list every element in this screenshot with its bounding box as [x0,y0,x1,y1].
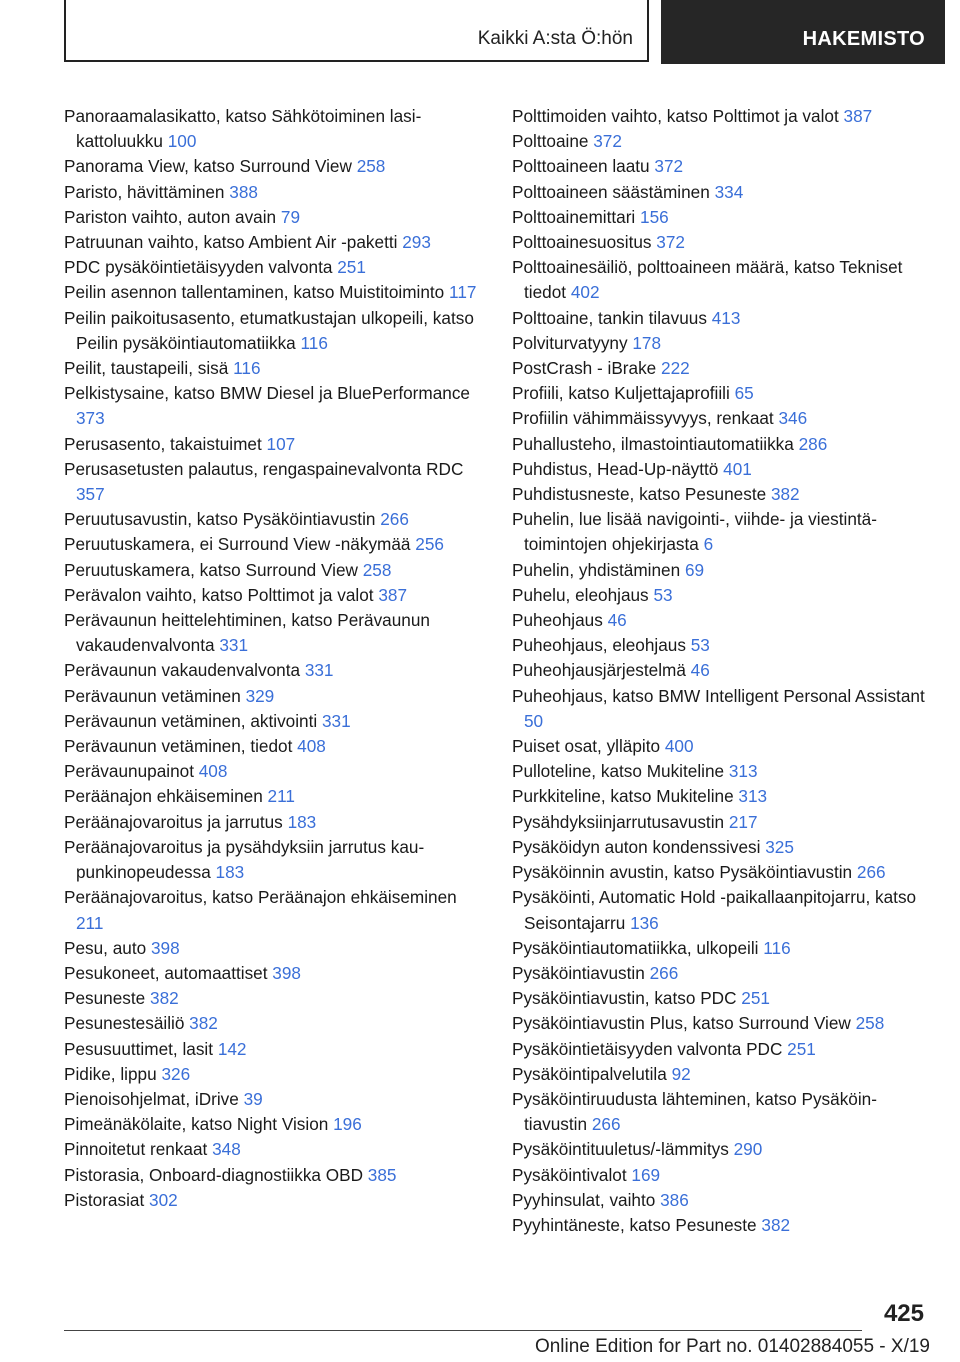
index-entry [512,306,932,331]
index-entry [512,457,932,482]
index-entry-text: Pysäköintivalot [512,1164,627,1185]
index-page-link[interactable]: 372 [593,131,622,152]
index-entry-text: Peruutusavustin, katso Pysäköintiavustin [64,509,376,530]
tab-index-label: HAKEMISTO [802,28,925,50]
index-entry [64,759,484,784]
index-entry-text: Pistorasia, Onboard-diagnostiikka OBD [64,1164,364,1185]
index-entry-text: Peräänajovaroitus ja pysähdyksiin jarrutus kaupunkinopeudessa [64,836,425,883]
index-entry-text: Polttoainesuositus [512,232,652,253]
index-entry [64,608,484,658]
index-entry [64,734,484,759]
index-entry-text: Pesuneste [64,988,146,1009]
index-page-link[interactable]: 331 [219,635,249,656]
index-entry-text: Puheohjaus [512,610,603,631]
index-page-link[interactable]: 50 [524,710,544,731]
index-page-link[interactable]: 387 [843,106,873,126]
index-entry [64,810,484,835]
index-entry-text: Pesukoneet, automaattiset [64,962,268,983]
index-page-link[interactable]: 402 [570,282,600,303]
index-entry-text: Puhallusteho, ilmastointiautomatiikka [512,433,794,454]
index-entry [64,936,484,961]
index-page-link[interactable]: 325 [765,836,794,857]
index-page-link[interactable]: 136 [630,912,659,933]
index-entry [512,507,932,557]
index-entry [64,709,484,734]
index-entry-text: Pariston vaihto, auton avain [64,206,277,227]
index-page-link[interactable]: 116 [233,358,261,379]
index-entry-text: Purkkiteline, katso Mukiteline [512,786,734,807]
index-page-link[interactable]: 251 [787,1038,816,1059]
index-page-link[interactable]: 258 [356,156,386,177]
index-entry-text: Perävaunupainot [64,761,194,782]
index-entry-text: Pysäköintiautomatiikka, ulkopeili [512,937,759,958]
index-entry [512,658,932,683]
index-page-link[interactable]: 211 [76,912,104,933]
index-entry [64,381,484,431]
index-entry-text: Perävaunun vetäminen, tiedot [64,736,293,757]
index-page-link[interactable]: 372 [654,156,684,177]
index-page-link[interactable]: 331 [304,660,334,681]
index-entry [512,482,932,507]
index-entry [512,759,932,784]
index-page-link[interactable]: 388 [229,181,258,202]
index-entry [64,1087,484,1112]
index-entry [512,1037,932,1062]
index-entry [64,835,484,885]
index-entry [512,1087,932,1137]
index-page-link[interactable]: 46 [607,610,627,631]
index-entry-text: Polviturvatyyny [512,332,628,353]
index-entry-text: Perävaunun vetäminen [64,685,241,706]
index-entry [64,280,484,305]
index-entry [512,961,932,986]
index-entry-text: Perävalon vaihto, katso Polttimot ja valot [64,584,374,605]
index-page-link[interactable]: 313 [738,786,768,807]
index-page-link[interactable]: 156 [640,206,669,227]
index-entry-text: Pysäköinnin avustin, katso Pysäköintiavustin [512,862,853,883]
index-entry [64,356,484,381]
index-entry [64,457,484,507]
index-entry-text: Pistorasiat [64,1189,145,1210]
index-entry [64,255,484,280]
index-entry [512,734,932,759]
index-entry-text: Pyyhinsulat, vaihto [512,1189,656,1210]
index-entry-text: Panoraamalasikatto, katso Sähkötoiminen lasikattoluukku [64,106,422,152]
index-page-link[interactable]: 258 [855,1013,885,1034]
index-page-link[interactable]: 251 [741,988,770,1009]
index-page-link[interactable]: 107 [266,433,296,454]
index-entry [512,381,932,406]
index-entry-text: Perusasento, takaistuimet [64,433,262,454]
index-page-link[interactable]: 382 [761,1214,791,1235]
index-entry [512,885,932,935]
index-page-link[interactable]: 258 [362,559,392,580]
index-page-link[interactable]: 386 [660,1189,689,1210]
index-entry [64,306,484,356]
index-entry [512,860,932,885]
index-entry [64,432,484,457]
index-page-link[interactable]: 183 [215,862,245,883]
index-page-link[interactable]: 398 [272,962,301,983]
index-page-link[interactable]: 69 [684,559,705,580]
index-entry-text: Perusasetusten palautus, rengaspainevalvonta RDC [64,458,464,479]
index-entry-text: Peruutuskamera, katso Surround View [64,559,358,580]
index-page-link[interactable]: 329 [245,685,275,706]
index-entry [512,205,932,230]
index-entry-text: Pesunestesäiliö [64,1013,185,1034]
index-entry [64,784,484,809]
index-page-link[interactable]: 382 [770,484,800,505]
index-entry-text: Patruunan vaihto, katso Ambient Air -paketti [64,232,398,253]
index-entry [512,180,932,205]
index-page-link[interactable]: 100 [167,131,197,152]
index-entry-text: Polttoaineen laatu [512,156,650,177]
index-entry-text: Puheohjausjärjestelmä [512,660,686,681]
index-entry-text: Perävaunun vakaudenvalvonta [64,660,301,681]
index-entry-text: Peräänajovaroitus, katso Peräänajon ehkäiseminen [64,887,457,908]
index-page-link[interactable]: 346 [778,408,808,429]
index-entry-text: Pimeänäkölaite, katso Night Vision [64,1114,329,1135]
index-page-link[interactable]: 387 [378,584,408,605]
index-entry-text: Perävaunun heittelehtiminen, katso Perävaunun vakaudenvalvonta [64,610,430,656]
index-entry-text: Pysäköintituuletus/-lämmitys [512,1139,729,1160]
index-page-link[interactable]: 385 [367,1164,397,1185]
index-entry-text: Peräänajovaroitus ja jarrutus [64,811,283,832]
index-entry [64,180,484,205]
index-entry [64,230,484,255]
index-page-link[interactable]: 372 [656,232,685,253]
index-entry [512,255,932,305]
index-page-link[interactable]: 401 [723,458,752,479]
index-entry-text: Pysäköintiavustin Plus, katso Surround View [512,1013,851,1034]
index-entry [64,1112,484,1137]
page-number: 425 [883,1300,924,1327]
index-entry [512,633,932,658]
index-entry-text: Profiilin vähimmäissyvyys, renkaat [512,408,774,429]
index-page-link[interactable]: 142 [217,1038,247,1059]
index-entry [64,658,484,683]
index-entry [512,1011,932,1036]
index-entry [64,583,484,608]
index-page-link[interactable]: 92 [671,1063,691,1084]
index-entry [64,532,484,557]
index-page-link[interactable]: 256 [415,534,444,555]
footer-edition-text: Online Edition for Part no. 01402884055 - X/19 [534,1336,930,1357]
index-entry-text: Pidike, lippu [64,1063,157,1084]
index-entry-text: Polttoaine, tankin tilavuus [512,307,707,328]
index-page-link[interactable]: 290 [733,1139,763,1160]
index-entry [512,331,932,356]
header-tabs [64,0,945,64]
index-page-link[interactable]: 266 [380,509,409,530]
index-entry [64,154,484,179]
index-entry-text: Polttoainemittari [512,206,636,227]
index-entry [64,1062,484,1087]
index-entry [64,1037,484,1062]
index-entry-text: Puiset osat, ylläpito [512,736,661,757]
index-page-link[interactable]: 211 [267,786,295,807]
index-entry-text: PostCrash - iBrake [512,358,657,379]
index-page-link[interactable]: 302 [149,1189,178,1210]
index-entry [64,1011,484,1036]
index-entry [64,885,484,935]
index-page-link[interactable]: 382 [150,988,179,1009]
index-entry [64,1188,484,1213]
index-entry-text: Pysähdyksiinjarrutusavustin [512,811,725,832]
index-entry [64,1163,484,1188]
index-entry [512,230,932,255]
index-page-link[interactable]: 286 [798,433,828,454]
index-page-link[interactable]: 116 [763,937,791,958]
index-column-left [64,104,484,1213]
index-entry-text: Peilit, taustapeili, sisä [64,358,229,379]
index-page-link[interactable]: 398 [150,937,180,958]
index-entry [512,684,932,734]
index-entry-text: Puhdistusneste, katso Pesuneste [512,484,767,505]
index-page-link[interactable]: 266 [649,962,679,983]
index-entry-text: Puhelu, eleohjaus [512,584,649,605]
index-entry-text: Peruutuskamera, ei Surround View -näkymää [64,534,411,555]
index-entry-text: Pysäköintietäisyyden valvonta PDC [512,1038,783,1059]
index-entry [64,558,484,583]
index-entry [512,608,932,633]
index-entry-text: Pysäköidyn auton kondenssivesi [512,836,761,857]
index-entry-text: Pysäköinti, Automatic Hold -paikallaanpitojarru, katso Seisontajarru [512,887,917,933]
index-page-link[interactable]: 373 [76,408,105,429]
index-page-link[interactable]: 117 [449,282,477,303]
index-entry [512,432,932,457]
index-page-link[interactable]: 79 [280,206,301,227]
index-entry-text: Puheohjaus, katso BMW Intelligent Personal Assistant [512,685,925,706]
footer-divider [64,1330,862,1331]
index-entry-text: Polttoaineen säästäminen [512,181,710,202]
index-entry [64,104,484,154]
index-page-link[interactable]: 266 [591,1114,621,1135]
index-entry-text: Polttoaine [512,131,589,152]
index-page-link[interactable]: 326 [161,1063,191,1084]
index-entry [512,104,932,129]
index-entry [64,684,484,709]
index-column-right [512,104,932,1238]
index-entry-text: Paristo, hävittäminen [64,181,225,202]
index-entry-text: Puhelin, yhdistäminen [512,559,681,580]
index-entry-text: Pulloteline, katso Mukiteline [512,761,725,782]
index-page-link[interactable]: 313 [728,761,758,782]
index-page-link[interactable]: 413 [711,307,741,328]
index-page-link[interactable]: 293 [402,232,431,253]
index-page-link[interactable]: 53 [653,584,673,605]
index-entry-text: Peilin paikoitusasento, etumatkustajan ulkopeili, katso Peilin pysäköintiautomatiikka [64,307,474,353]
index-page-link[interactable]: 169 [631,1164,661,1185]
index-page-link[interactable]: 196 [333,1114,362,1135]
tab-all-label: Kaikki A:sta Ö:hön [477,28,633,49]
index-entry [512,986,932,1011]
index-page-link[interactable]: 348 [212,1139,241,1160]
index-entry-text: Pysäköintiruudusta lähteminen, katso Pysäköintiavustin [512,1088,877,1135]
index-entry [512,1163,932,1188]
index-page-link[interactable]: 251 [337,257,366,278]
index-entry-text: Pinnoitetut renkaat [64,1139,208,1160]
index-entry [512,784,932,809]
index-entry-text: Puheohjaus, eleohjaus [512,635,686,656]
index-entry [64,507,484,532]
tab-index[interactable] [661,0,945,64]
index-page-link[interactable]: 408 [198,761,228,782]
index-entry [512,835,932,860]
index-page-link[interactable]: 65 [734,383,754,404]
index-entry-text: Peilin asennon tallentaminen, katso Muistitoiminto [64,282,445,303]
index-page-link[interactable]: 222 [661,358,690,379]
index-page-link[interactable]: 116 [300,332,328,353]
index-entry [512,1062,932,1087]
index-entry [512,154,932,179]
index-entry-text: Pesu, auto [64,937,147,958]
index-page-link[interactable]: 334 [714,181,744,202]
index-entry [512,1137,932,1162]
index-entry-text: Profiili, katso Kuljettajaprofiili [512,383,730,404]
index-entry-text: Pysäköintipalvelutila [512,1063,667,1084]
index-page-link[interactable]: 53 [690,635,710,656]
index-entry-text: Perävaunun vetäminen, aktivointi [64,710,318,731]
index-entry-text: Pesusuuttimet, lasit [64,1038,214,1059]
index-page-link[interactable]: 178 [632,332,662,353]
index-entry-text: Pyyhintäneste, katso Pesuneste [512,1214,757,1235]
index-entry-text: Puhelin, lue lisää navigointi-, viihde- ja viestintätoimintojen ohjekirjasta [512,509,877,555]
index-entry [512,936,932,961]
index-entry [512,1188,932,1213]
index-page-link[interactable]: 382 [189,1013,218,1034]
index-entry [512,1213,932,1238]
index-entry [512,129,932,154]
index-entry [64,961,484,986]
index-entry [64,986,484,1011]
tab-all-a-to-o[interactable] [64,0,649,62]
index-page-link[interactable]: 6 [703,534,714,555]
index-entry-text: Pysäköintiavustin [512,962,645,983]
index-page-link[interactable]: 331 [321,710,351,731]
index-entry [64,1137,484,1162]
index-page-link[interactable]: 183 [287,811,317,832]
index-entry [512,558,932,583]
index-entry [512,583,932,608]
index-page-link[interactable]: 400 [664,736,694,757]
index-page-link[interactable]: 39 [243,1088,263,1109]
index-page-link[interactable]: 46 [690,660,710,681]
index-entry-text: Pienoisohjelmat, iDrive [64,1088,239,1109]
index-entry-text: Polttimoiden vaihto, katso Polttimot ja valot [512,106,839,126]
index-page-link[interactable]: 266 [856,862,886,883]
index-entry-text: Puhdistus, Head-Up-näyttö [512,458,719,479]
index-entry [512,810,932,835]
index-entry [512,356,932,381]
index-entry [512,406,932,431]
index-page-link[interactable]: 357 [76,484,105,505]
index-entry-text: Polttoainesäiliö, polttoaineen määrä, katso Tekniset tiedot [512,257,903,303]
index-page-link[interactable]: 408 [297,736,326,757]
index-entry-text: Panorama View, katso Surround View [64,156,352,177]
index-entry-text: PDC pysäköintietäisyyden valvonta [64,257,333,278]
index-entry-text: Pysäköintiavustin, katso PDC [512,988,737,1009]
index-page-link[interactable]: 217 [728,811,758,832]
index-entry [64,205,484,230]
index-entry-text: Pelkistysaine, katso BMW Diesel ja BluePerformance [64,383,470,404]
index-entry-text: Peräänajon ehkäiseminen [64,786,263,807]
